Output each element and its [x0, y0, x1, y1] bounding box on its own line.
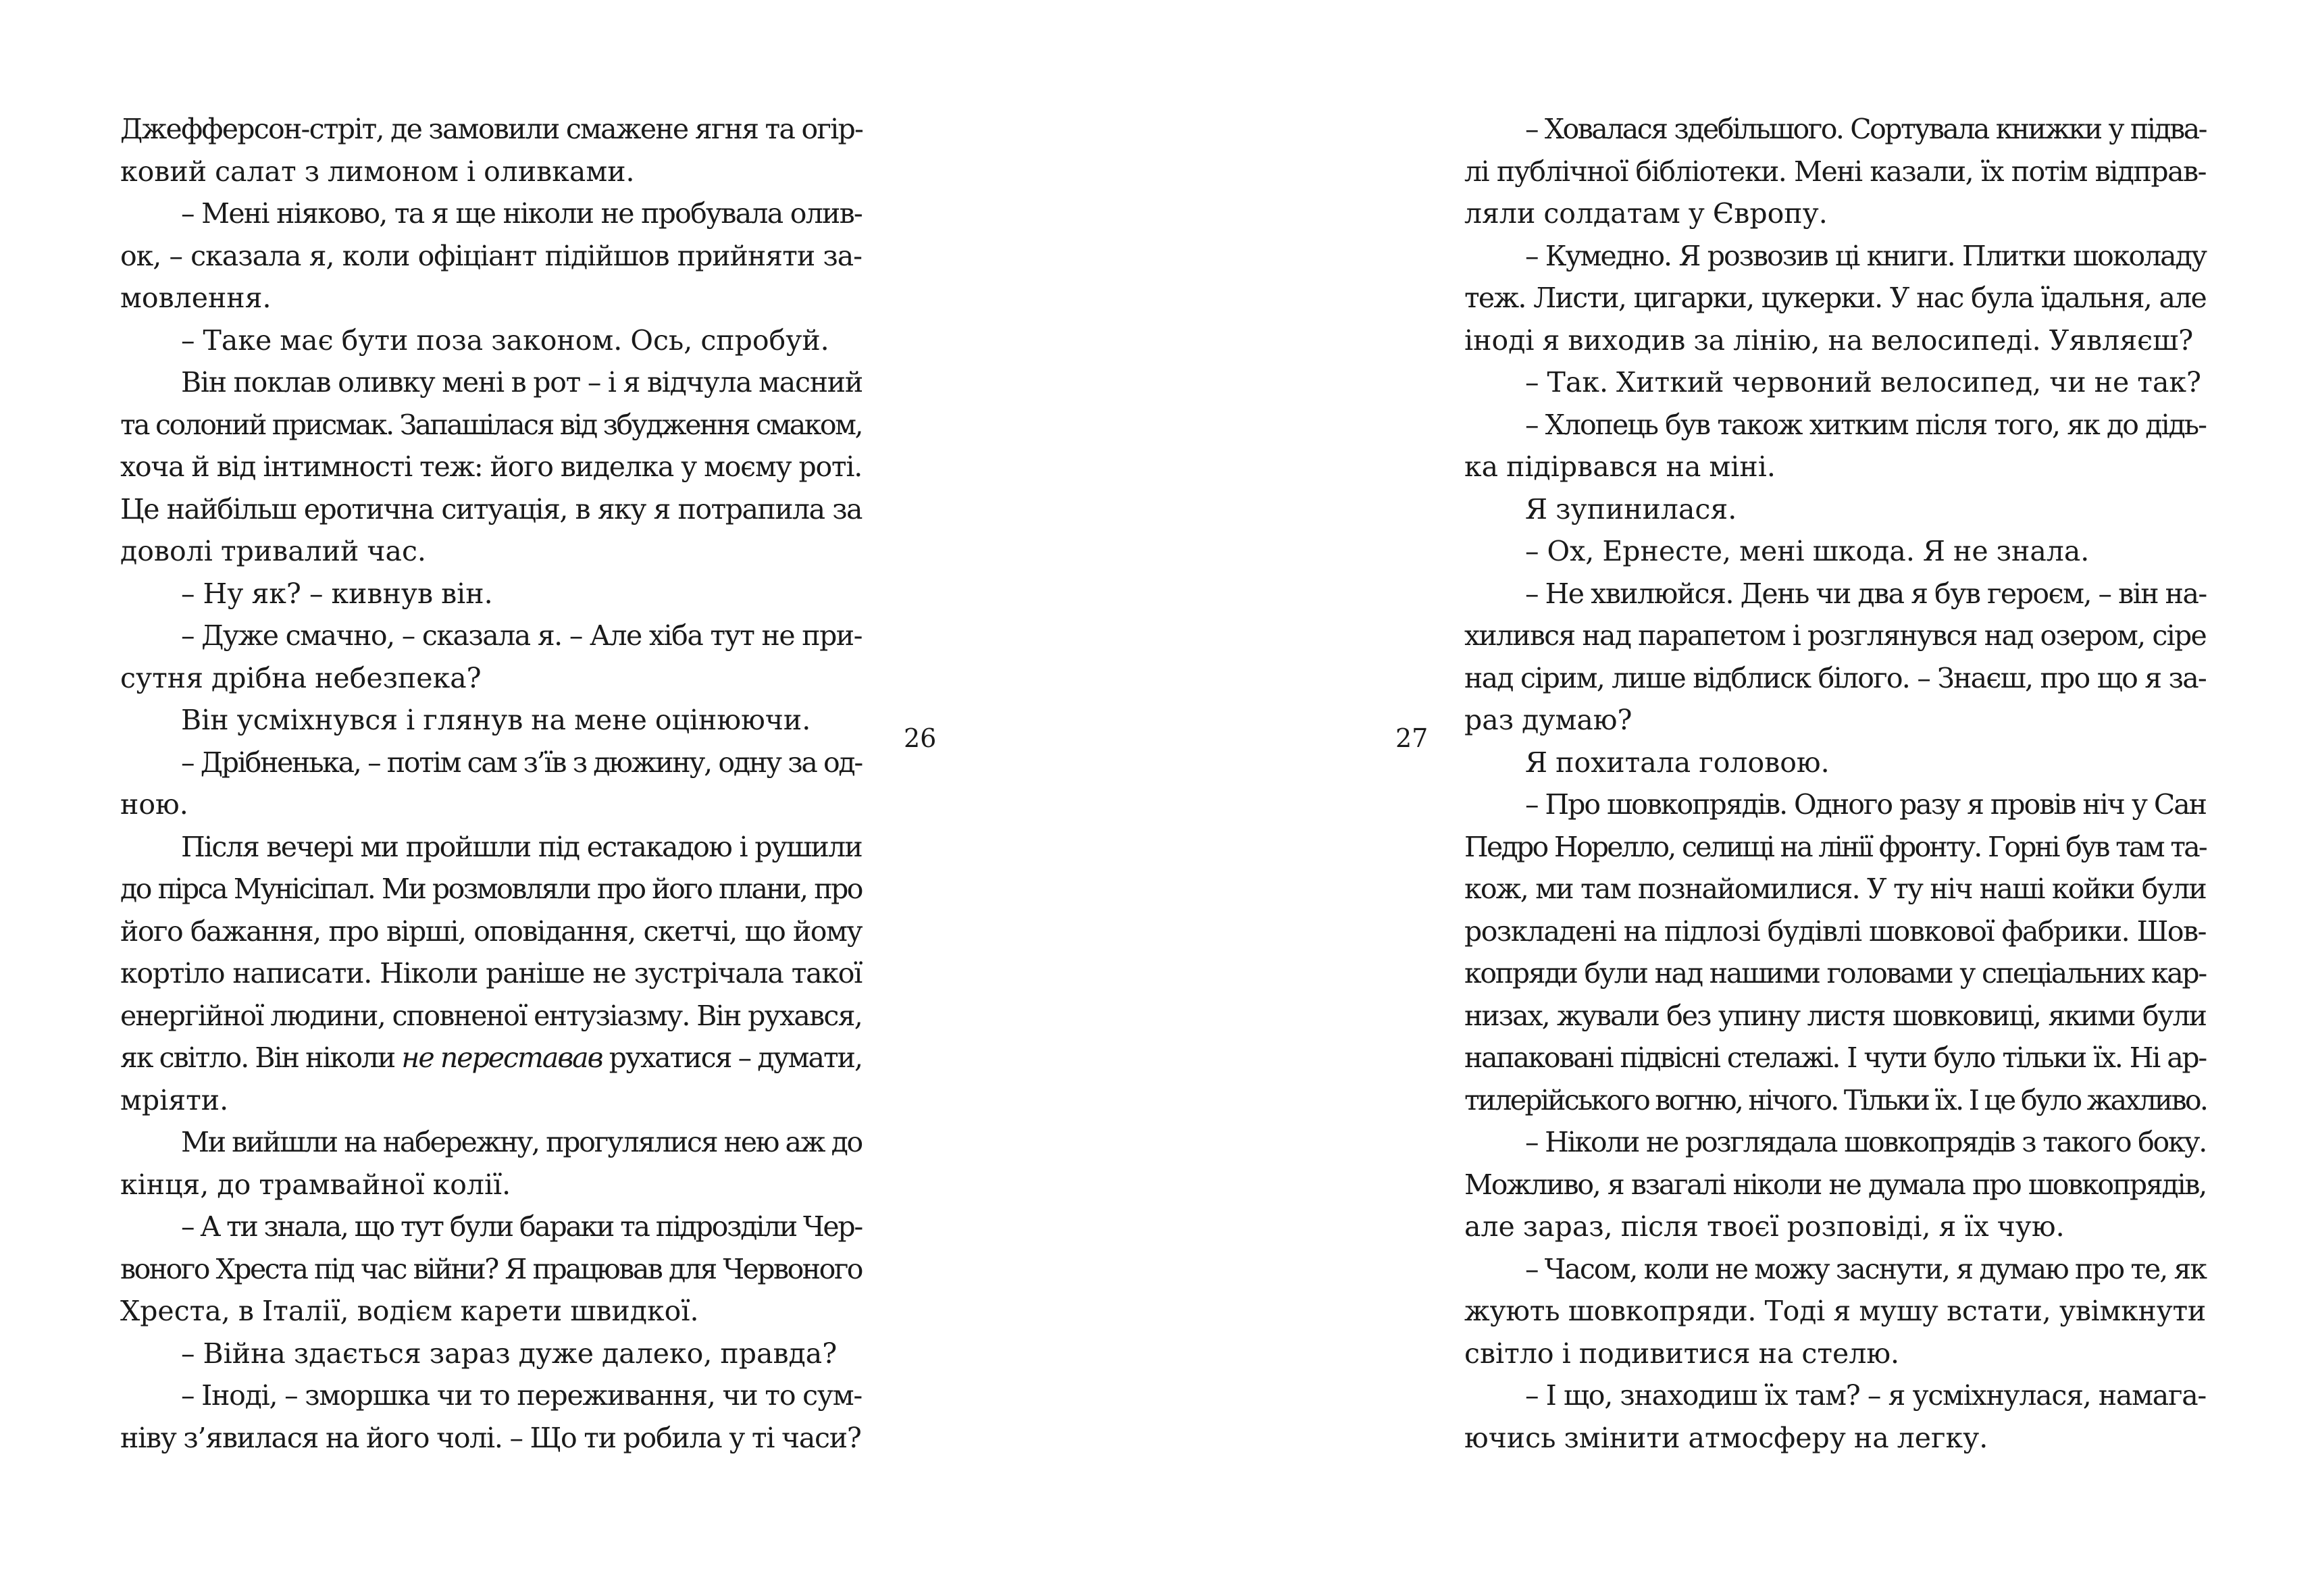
- text-line: як світло. Він ніколи не переставав рухатися – думати,: [120, 1041, 862, 1074]
- text-line: ляли солдатам у Європу.: [1464, 197, 1828, 230]
- emphasis-text: не переставав: [401, 1041, 602, 1074]
- text-line: раз думаю?: [1464, 704, 1632, 736]
- text-line: – Іноді, – зморшка чи то переживання, чи то сум-: [181, 1379, 862, 1412]
- text-line: – Дуже смачно, – сказала я. – Але хіба тут не при-: [181, 619, 862, 652]
- text-line: теж. Листи, цигарки, цукерки. У нас була їдальня, але: [1464, 282, 2206, 314]
- text-line: хоча й від інтимності теж: його виделка у моєму роті.: [120, 451, 862, 483]
- text-line: – Так. Хиткий червоний велосипед, чи не так?: [1525, 366, 2202, 398]
- text-line: Я похитала головою.: [1525, 746, 1830, 779]
- right-page: [1157, 0, 2314, 1596]
- text-line: кож, ми там познайомилися. У ту ніч наші койки були: [1464, 873, 2206, 905]
- text-line: Джефферсон-стріт, де замовили смажене ягня та огір-: [120, 113, 863, 145]
- text-line: – Хлопець був також хитким після того, як до дідь-: [1525, 408, 2206, 441]
- text-line: розкладені на підлозі будівлі шовкової фабрики. Шов-: [1464, 915, 2206, 948]
- right-page-text: [1464, 108, 2206, 1459]
- text-line: жують шовкопряди. Тоді я мушу встати, увімкнути: [1464, 1295, 2206, 1327]
- text-line: Він поклав оливку мені в рот – і я відчула масний: [181, 366, 863, 398]
- text-line: Я зупинилася.: [1525, 492, 1737, 525]
- text-line: кінця, до трамвайної колії.: [120, 1168, 511, 1201]
- right-page-number: 27: [1395, 723, 1429, 753]
- text-line: ка підірвався на міні.: [1464, 451, 1776, 483]
- text-line: хилився над парапетом і розглянувся над озером, сіре: [1464, 619, 2206, 652]
- text-line: – Дрібненька, – потім сам з’їв з дюжину, одну за од-: [181, 746, 862, 779]
- text-line: низах, жували без упину листя шовковиці, якими були: [1464, 999, 2206, 1032]
- text-line: тилерійського вогню, нічого. Тільки їх. І це було жахливо.: [1464, 1083, 2207, 1116]
- text-line: енергійної людини, сповненої ентузіазму. Він рухався,: [120, 999, 862, 1032]
- text-line: іноді я виходив за лінію, на велосипеді. Уявляєш?: [1464, 324, 2194, 357]
- text-line: копряди були над нашими головами у спеціальних кар-: [1464, 957, 2206, 989]
- text-line: до пірса Мунісіпал. Ми розмовляли про його плани, про: [120, 873, 862, 905]
- text-line: напаковані підвісні стелажі. І чути було тільки їх. Ні ар-: [1464, 1041, 2206, 1074]
- text-line: сутня дрібна небезпека?: [120, 661, 482, 694]
- text-line: Після вечері ми пройшли під естакадою і рушили: [181, 830, 862, 863]
- text-line: Це найбільш еротична ситуація, в яку я потрапила за: [120, 492, 862, 525]
- text-line: – Ну як? – кивнув він.: [181, 577, 493, 610]
- text-line: – Ох, Ернесте, мені шкода. Я не знала.: [1525, 535, 2090, 567]
- text-line: – Часом, коли не можу заснути, я думаю про те, як: [1525, 1252, 2206, 1285]
- text-line: ніву з’явилася на його чолі. – Що ти робила у ті часи?: [120, 1421, 861, 1454]
- text-line: та солоний присмак. Запашілася від збудження смаком,: [120, 408, 862, 441]
- text-line: доволі тривалий час.: [120, 535, 426, 567]
- text-line: над сірим, лише відблиск білого. – Знаєш, про що я за-: [1464, 661, 2206, 694]
- text-line: ною.: [120, 788, 188, 821]
- text-line: Хреста, в Італії, водієм карети швидкої.: [120, 1295, 699, 1327]
- text-line: мріяти.: [120, 1083, 229, 1116]
- text-line: лі публічної бібліотеки. Мені казали, їх потім відправ-: [1464, 155, 2206, 188]
- text-line: але зараз, після твоєї розповіді, я їх чую.: [1464, 1210, 2065, 1243]
- text-line: ковий салат з лимоном і оливками.: [120, 155, 635, 188]
- text-line: – Ніколи не розглядала шовкопрядів з такого боку.: [1525, 1126, 2206, 1158]
- text-line: – Війна здається зараз дуже далеко, правда?: [181, 1337, 838, 1370]
- text-line: мовлення.: [120, 282, 272, 314]
- text-line: – Мені ніяково, та я ще ніколи не пробувала олив-: [181, 197, 862, 230]
- text-line: – Не хвилюйся. День чи два я був героєм, – він на-: [1525, 577, 2207, 610]
- text-line: – Про шовкопрядів. Одного разу я провів ніч у Сан: [1525, 788, 2206, 821]
- text-line: – Ховалася здебільшого. Сортувала книжки у підва-: [1525, 113, 2206, 145]
- text-line: Педро Норелло, селищі на лінії фронту. Горні був там та-: [1464, 830, 2206, 863]
- text-line: ючись змінити атмосферу на легку.: [1464, 1421, 1988, 1454]
- text-line: світло і подивитися на стелю.: [1464, 1337, 1900, 1370]
- text-line: воного Хреста під час війни? Я працював для Червоного: [120, 1252, 862, 1285]
- text-line: ок, – сказала я, коли офіціант підійшов прийняти за-: [120, 239, 862, 272]
- text-line: – Таке має бути поза законом. Ось, спробуй.: [181, 324, 829, 357]
- text-line: Можливо, я взагалі ніколи не думала про шовкопрядів,: [1464, 1168, 2206, 1201]
- text-line: – А ти знала, що тут були бараки та підрозділи Чер-: [181, 1210, 862, 1243]
- text-line: його бажання, про вірші, оповідання, скетчі, що йому: [120, 915, 862, 948]
- text-line: Ми вийшли на набережну, прогулялися нею аж до: [181, 1126, 862, 1158]
- text-line: – Кумедно. Я розвозив ці книги. Плитки шоколаду: [1525, 239, 2206, 272]
- left-page-text: [120, 108, 862, 1459]
- text-line: – І що, знаходиш їх там? – я усміхнулася, намага-: [1525, 1379, 2206, 1412]
- left-page-number: 26: [904, 723, 937, 753]
- text-line: Він усміхнувся і глянув на мене оцінюючи.: [181, 704, 811, 736]
- text-line: кортіло написати. Ніколи раніше не зустрічала такої: [120, 957, 862, 989]
